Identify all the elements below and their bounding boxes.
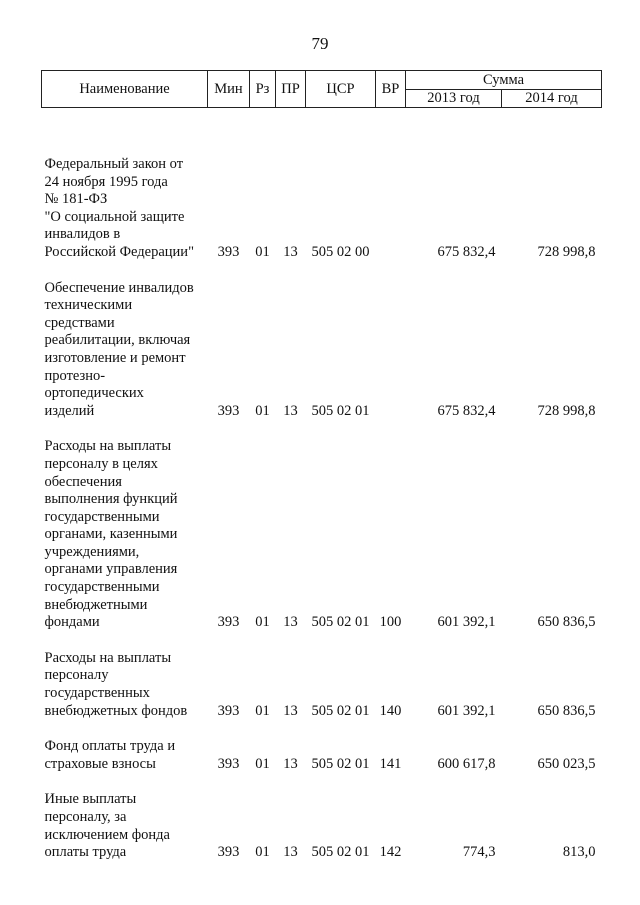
header-year-2014: 2014 год — [502, 89, 602, 108]
row-name: Фонд оплаты труда и страховые взносы — [44, 738, 176, 772]
row-pr: 13 — [283, 614, 298, 631]
row-pr: 13 — [283, 755, 298, 772]
row-sum-2013: 600 617,8 — [437, 755, 496, 772]
header-sum: Сумма — [406, 71, 602, 90]
table-row — [42, 108, 602, 270]
header-vr: ВР — [376, 71, 406, 108]
header-rz: Рз — [250, 71, 276, 108]
row-pr: 13 — [283, 702, 298, 719]
row-name: Иные выплаты персоналу, за исключением фонда оплаты труда — [44, 791, 170, 861]
row-name-cell — [42, 108, 208, 270]
header-pr: ПР — [276, 71, 306, 108]
header-min: Мин — [208, 71, 250, 108]
row-csr: 505 02 01 — [311, 614, 370, 631]
row-rz: 01 — [255, 402, 270, 419]
table-header — [42, 71, 602, 108]
row-min: 393 — [217, 755, 240, 772]
row-name-cell — [42, 781, 208, 869]
row-rz: 01 — [255, 702, 270, 719]
row-pr: 13 — [283, 243, 298, 260]
row-pr: 13 — [283, 402, 298, 419]
table-row — [42, 728, 602, 781]
table-row — [42, 270, 602, 429]
row-rz: 01 — [255, 614, 270, 631]
page-number: 79 — [311, 34, 329, 53]
row-vr: 140 — [379, 702, 402, 719]
table-body — [42, 108, 602, 870]
row-name: Расходы на выплаты персоналу в целях обеспечения выполнения функций государственными органами, казенными учреждениями, органами управления государственными внебюджетными фондами — [44, 438, 178, 631]
row-pr: 13 — [283, 844, 298, 861]
row-min: 393 — [217, 614, 240, 631]
table-row — [42, 428, 602, 640]
row-sum-2013: 675 832,4 — [437, 402, 496, 419]
row-csr: 505 02 00 — [311, 243, 370, 260]
row-name: Обеспечение инвалидов техническими средствами реабилитации, включая изготовление и ремонт протезно- ортопедических изделий — [44, 279, 194, 419]
row-csr: 505 02 01 — [311, 702, 370, 719]
table-row — [42, 640, 602, 728]
row-min: 393 — [217, 844, 240, 861]
row-min: 393 — [217, 243, 240, 260]
row-sum-2014: 650 836,5 — [537, 702, 596, 719]
row-sum-2014: 728 998,8 — [537, 402, 596, 419]
row-min: 393 — [217, 702, 240, 719]
table-row — [42, 781, 602, 869]
row-name: Федеральный закон от 24 ноября 1995 года № 181-ФЗ "О социальной защите инвалидов в Российской Федерации" — [44, 156, 194, 260]
row-name-cell — [42, 640, 208, 728]
row-csr: 505 02 01 — [311, 402, 370, 419]
row-vr: 100 — [379, 614, 402, 631]
row-sum-2013: 774,3 — [462, 844, 496, 861]
row-min: 393 — [217, 402, 240, 419]
row-vr — [376, 108, 406, 270]
row-vr: 141 — [379, 755, 402, 772]
row-name-cell — [42, 270, 208, 429]
row-sum-2014: 650 023,5 — [537, 755, 596, 772]
header-name: Наименование — [42, 71, 208, 108]
row-rz: 01 — [255, 844, 270, 861]
row-sum-2013: 601 392,1 — [437, 614, 496, 631]
row-csr: 505 02 01 — [311, 755, 370, 772]
row-sum-2014: 728 998,8 — [537, 243, 596, 260]
budget-table — [41, 70, 602, 870]
row-rz: 01 — [255, 755, 270, 772]
row-name-cell — [42, 728, 208, 781]
header-csr: ЦСР — [306, 71, 376, 108]
row-vr — [376, 270, 406, 429]
row-name: Расходы на выплаты персоналу государственных внебюджетных фондов — [44, 649, 188, 719]
row-vr: 142 — [379, 844, 402, 861]
row-csr: 505 02 01 — [311, 844, 370, 861]
row-rz: 01 — [255, 243, 270, 260]
row-name-cell — [42, 428, 208, 640]
row-sum-2013: 675 832,4 — [437, 243, 496, 260]
row-sum-2014: 650 836,5 — [537, 614, 596, 631]
row-sum-2013: 601 392,1 — [437, 702, 496, 719]
row-sum-2014: 813,0 — [562, 844, 596, 861]
header-year-2013: 2013 год — [406, 89, 502, 108]
